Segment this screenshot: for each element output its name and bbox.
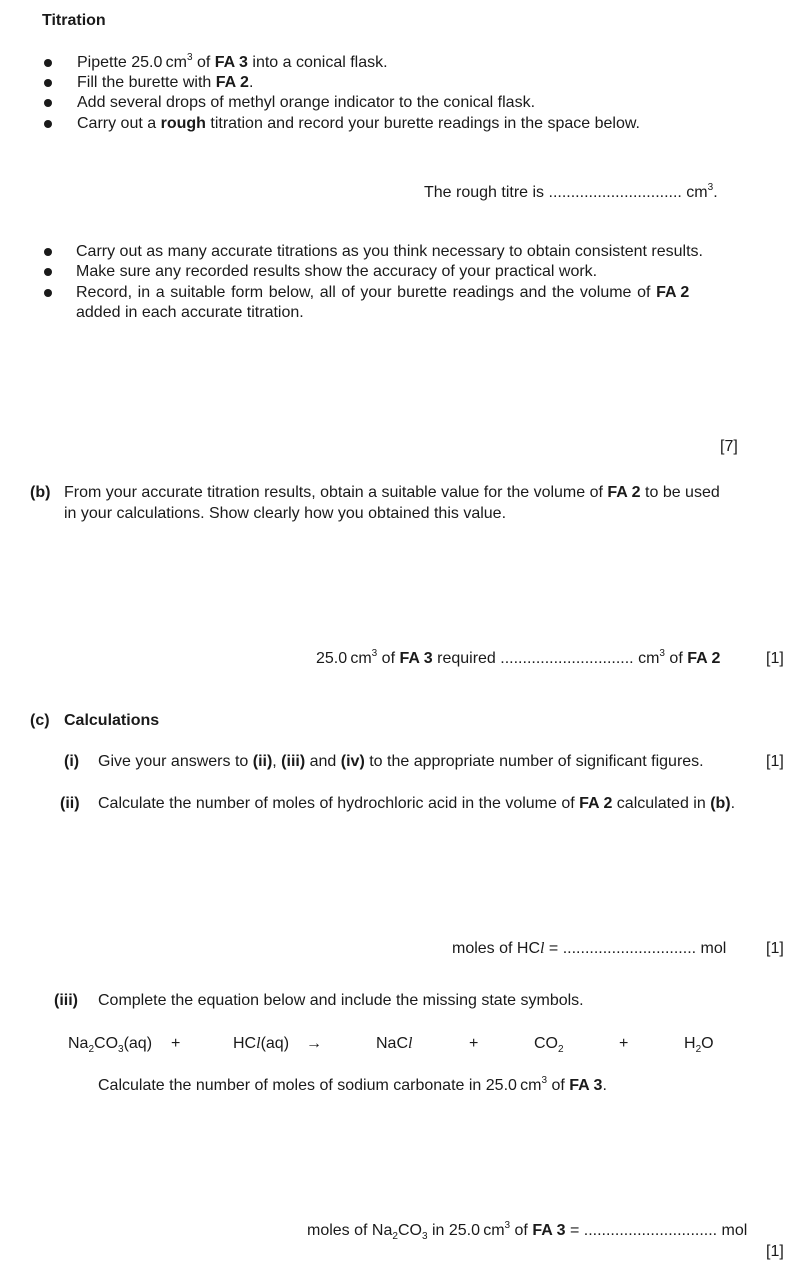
instruction-record-cont: added in each accurate titration.	[76, 304, 304, 321]
bullet	[44, 268, 52, 276]
bullet	[44, 59, 52, 67]
part-b-question-cont: in your calculations. Show clearly how you obtained this value.	[64, 505, 507, 522]
part-c-iii-label: (iii)	[54, 992, 78, 1009]
instruction-accurate-titrations: Carry out as many accurate titrations as you think necessary to obtain consistent results.	[76, 243, 703, 260]
equation-plus: +	[171, 1035, 181, 1052]
instruction-pipette: Pipette 25.0 $cm^3$ of FA 3 into a conical flask.	[77, 52, 388, 71]
equation-nacl: NaCl	[376, 1035, 413, 1052]
part-b-question: From your accurate titration results, obtain a suitable value for the volume of FA 2 to be used	[64, 484, 720, 501]
equation-co2: $CO_2$	[534, 1035, 564, 1055]
part-b-answer[interactable]: 25.0 $cm^3$ of FA 3 required .............................. $cm^3$ of FA 2	[316, 648, 721, 667]
part-c-i-label: (i)	[64, 753, 80, 770]
instruction-record: Record, in a suitable form below, all of your burette readings and the volume of FA 2	[76, 284, 690, 301]
part-c-iii-question: Complete the equation below and include the missing state symbols.	[98, 992, 584, 1009]
equation-plus: +	[469, 1035, 479, 1052]
part-c-ii-label: (ii)	[60, 795, 80, 812]
part-c-ii-mark: [1]	[766, 940, 784, 957]
part-b-label: (b)	[30, 484, 51, 501]
bullet	[44, 248, 52, 256]
instruction-accuracy: Make sure any recorded results show the accuracy of your practical work.	[76, 263, 598, 280]
part-c-i-mark: [1]	[766, 753, 784, 770]
equation-arrow: →	[306, 1035, 322, 1052]
equation-na2co3: $Na_2CO_3(aq)$	[68, 1035, 153, 1055]
part-c-i-question: Give your answers to (ii), (iii) and (iv) to the appropriate number of significant figures.	[98, 753, 704, 770]
instruction-fill-burette: Fill the burette with FA 2.	[77, 74, 254, 91]
mark-7: [7]	[720, 438, 738, 455]
part-c-ii-answer[interactable]: moles of HCl = .............................. mol	[452, 940, 727, 957]
bullet	[44, 120, 52, 128]
instruction-rough-titration: Carry out a rough titration and record your burette readings in the space below.	[77, 115, 640, 132]
section-heading: Titration	[42, 12, 106, 29]
part-c-iii-calc: Calculate the number of moles of sodium carbonate in 25.0 $cm^3$ of FA 3.	[98, 1075, 607, 1094]
rough-titre-answer[interactable]: The rough titre is .............................. $cm^3$.	[424, 182, 718, 201]
part-c-title: Calculations	[64, 712, 160, 729]
equation-hcl: HCl(aq)	[233, 1035, 290, 1052]
bullet	[44, 79, 52, 87]
bullet	[44, 289, 52, 297]
part-c-label: (c)	[30, 712, 50, 729]
bullet	[44, 99, 52, 107]
part-c-ii-question: Calculate the number of moles of hydrochloric acid in the volume of FA 2 calculated in (b).	[98, 795, 736, 812]
equation-plus: +	[619, 1035, 629, 1052]
instruction-indicator: Add several drops of methyl orange indicator to the conical flask.	[77, 94, 536, 111]
part-c-iii-answer[interactable]: moles of $Na_2CO_3$ in 25.0 $cm^3$ of FA 3 = .............................. mol	[307, 1220, 748, 1242]
part-c-iii-mark: [1]	[766, 1243, 784, 1260]
part-b-mark: [1]	[766, 650, 784, 667]
equation-h2o: $H_2O$	[684, 1035, 714, 1055]
